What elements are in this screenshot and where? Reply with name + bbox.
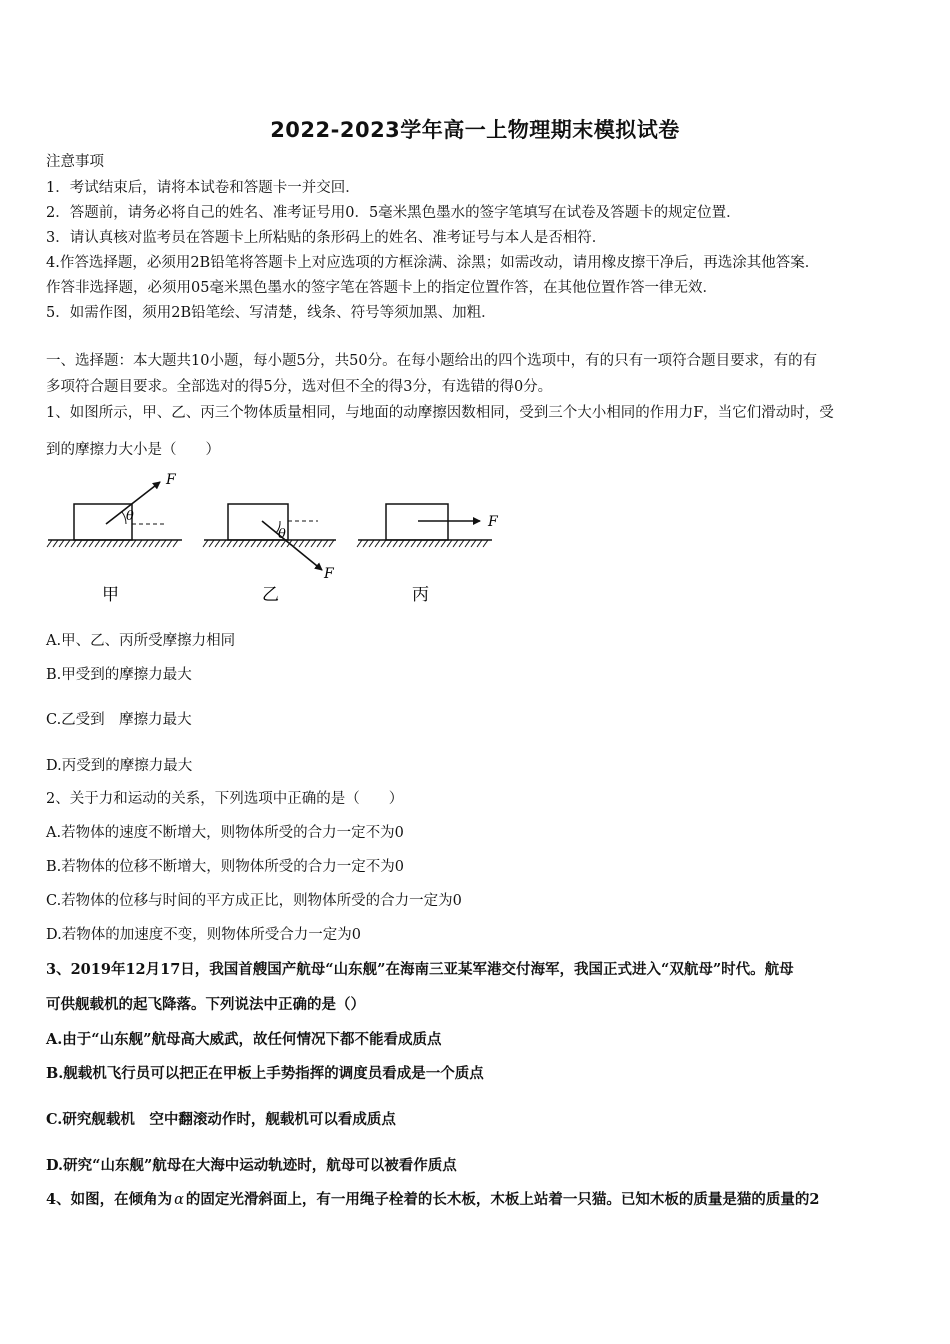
page-title: 2022-2023学年高一上物理期末模拟试卷 (270, 118, 680, 142)
option: C.若物体的位移与时间的平方成正比，则物体所受的合力一定为0 (46, 893, 462, 909)
stem-prefix: 4、如图，在倾角为 (46, 1191, 173, 1208)
option: B.若物体的位移不断增大，则物体所受的合力一定不为0 (46, 859, 404, 875)
theta-label-yi: θ (278, 527, 286, 542)
option: C.乙受到 摩擦力最大 (46, 712, 192, 728)
section-instructions: 多项符合题目要求。全部选对的得5分，选对但不全的得3分，有选错的得0分。 (46, 379, 553, 395)
theta-label-jia: θ (126, 509, 134, 524)
question-stem: 1、如图所示，甲、乙、丙三个物体质量相同，与地面的动摩擦因数相同，受到三个大小相同的作用力F，当它们滑动时，受 (46, 405, 834, 421)
block-jia (74, 504, 132, 540)
section-instructions: 一、选择题：本大题共10小题，每小题5分，共50分。在每小题给出的四个选项中，有的只有一项符合题目要求，有的有 (46, 353, 818, 369)
force-label-yi: F (324, 566, 334, 582)
friction-figure (40, 462, 520, 612)
option: D.研究“山东舰”航母在大海中运动轨迹时，航母可以被看作质点 (46, 1157, 457, 1174)
friction-diagram (40, 462, 520, 612)
notice-heading: 注意事项 (46, 154, 104, 170)
question-stem: 3、2019年12月17日，我国首艘国产航母“山东舰”在海南三亚某军港交付海军，我国正式进入“双航母”时代。航母 (46, 961, 794, 978)
caption-bing: 丙 (412, 585, 429, 605)
option: D.若物体的加速度不变，则物体所受合力一定为0 (46, 927, 361, 943)
question-stem: 2、关于力和运动的关系，下列选项中正确的是（ ） (46, 791, 404, 807)
force-arrow-yi (262, 521, 322, 570)
option: A.若物体的速度不断增大，则物体所受的合力一定不为0 (46, 825, 404, 841)
caption-yi: 乙 (262, 585, 279, 605)
alpha-symbol: α (174, 1192, 184, 1208)
caption-jia: 甲 (102, 585, 119, 605)
notice-item: 作答非选择题，必须用05毫米黑色墨水的签字笔在答题卡上的指定位置作答，在其他位置作答一律无效． (46, 280, 717, 296)
ground-hatching (47, 540, 488, 547)
notice-item: 2．答题前，请务必将自己的姓名、准考证号用0．5毫米黑色墨水的签字笔填写在试卷及答题卡的规定位置． (46, 205, 741, 221)
force-label-bing: F (488, 514, 498, 530)
option: B.舰载机飞行员可以把正在甲板上手势指挥的调度员看成是一个质点 (46, 1065, 484, 1082)
notice-item: 3．请认真核对监考员在答题卡上所粘贴的条形码上的姓名、准考证号与本人是否相符． (46, 230, 607, 246)
notice-item: 1．考试结束后，请将本试卷和答题卡一并交回． (46, 180, 360, 196)
notice-item: 4.作答选择题，必须用2B铅笔将答题卡上对应选项的方框涂满、涂黑；如需改动，请用橡皮擦干净后，再选涂其他答案． (46, 255, 820, 271)
option: A.由于“山东舰”航母高大威武，故任何情况下都不能看成质点 (46, 1031, 442, 1048)
option: A.甲、乙、丙所受摩擦力相同 (46, 633, 236, 649)
stem-suffix: 的固定光滑斜面上，有一用绳子栓着的长木板，木板上站着一只猫。已知木板的质量是猫的质量的2 (185, 1191, 820, 1208)
force-label-jia: F (166, 472, 176, 488)
question-stem: 可供舰载机的起飞降落。下列说法中正确的是（） (46, 996, 365, 1013)
notice-item: 5．如需作图，须用2B铅笔绘、写清楚，线条、符号等须加黑、加粗． (46, 305, 496, 321)
option: C.研究舰载机 空中翻滚动作时，舰载机可以看成质点 (46, 1111, 396, 1128)
option: D.丙受到的摩擦力最大 (46, 758, 193, 774)
question-stem: 到的摩擦力大小是（ ） (46, 442, 220, 458)
question-stem (46, 1191, 819, 1209)
option: B.甲受到的摩擦力最大 (46, 667, 192, 683)
block-bing (386, 504, 448, 540)
